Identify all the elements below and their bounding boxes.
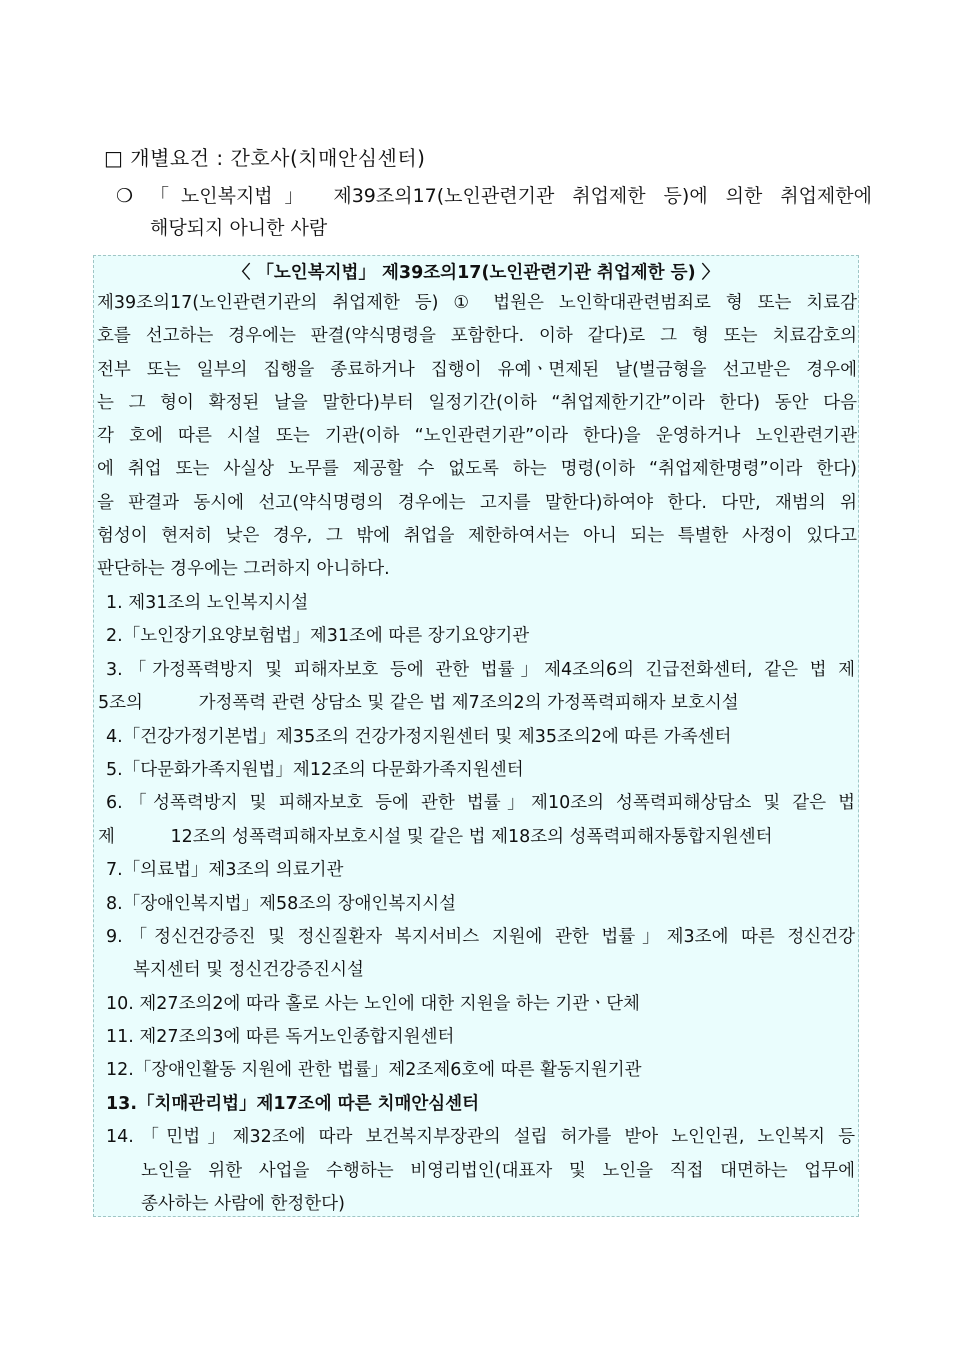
list-item: 14.「민법」제32조에 따라 보건복지부장관의 설립 허가를 받아 노인인권, 노인복지 등 노인을 위한 사업을 수행하는 비영리법인(대표자 및 노인을 직접 대면하는 업무에 종사하는 사람에 한정한다): [106, 1127, 855, 1215]
paragraph-line: 전부 또는 일부의 집행을 종료하거나 집행이 유예ㆍ면제된 날(벌금형을 선고받은 경우에: [97, 359, 857, 380]
list-item: 8.「장애인복지법」제58조의 장애인복지시설: [106, 893, 457, 914]
section-heading: [104, 143, 425, 173]
heading-text: 개별요건 : 간호사(치매안심센터): [130, 146, 426, 170]
list-item-highlighted: 13.「치매관리법」제17조에 따른 치매안심센터: [106, 1093, 480, 1114]
checkbox-square-icon: □: [104, 146, 124, 170]
list-item: 5.「다문화가족지원법」제12조의 다문화가족지원센터: [106, 759, 524, 780]
list-item: 1. 제31조의 노인복지시설: [106, 593, 309, 613]
paragraph-line: 는 그 형이 확정된 날을 말한다)부터 일정기간(이하 “취업제한기간”이라 한다) 동안 다음: [97, 392, 857, 413]
requirement-bullet: [116, 180, 872, 244]
list-item: 7.「의료법」제3조의 의료기관: [106, 860, 344, 881]
paragraph-line: 을 판결과 동시에 선고(약식명령의 경우에는 고지를 말한다)하여야 한다. 다만, 재범의 위: [97, 492, 857, 513]
list-item: 6.「성폭력방지 및 피해자보호 등에 관한 법률」제10조의 성폭력피해상담소 및 같은 법 제 12조의 성폭력피해자보호시설 및 같은 법 제18조의 성폭력피해자통합지원센터: [98, 793, 855, 847]
circle-bullet-icon: ❍: [116, 185, 134, 207]
list-item: 10. 제27조의2에 따라 홀로 사는 노인에 대한 지원을 하는 기관ㆍ단체: [106, 993, 640, 1014]
paragraph-line: 제39조의17(노인관련기관의 취업제한 등) ① 법원은 노인학대관련범죄로 형 또는 치료감: [97, 293, 857, 313]
paragraph-line: 호를 선고하는 경우에는 판결(약식명령을 포함한다. 이하 같다)로 그 형 또는 치료감호의: [97, 326, 857, 347]
facility-list: [94, 587, 858, 1221]
paragraph-line: 에 취업 또는 사실상 노무를 제공할 수 없도록 하는 명령(이하 “취업제한명령”이라 한다): [97, 459, 857, 480]
list-item: 11. 제27조의3에 따른 독거노인종합지원센터: [106, 1027, 455, 1048]
list-item: 4.「건강가정기본법」제35조의 건강가정지원센터 및 제35조의2에 따른 가족센터: [106, 726, 732, 747]
law-paragraph: [97, 287, 857, 587]
list-item: 12.「장애인활동 지원에 관한 법률」제2조제6호에 따른 활동지원기관: [106, 1060, 642, 1081]
bullet-line-1: 「노인복지법」 제39조의17(노인관련기관 취업제한 등)에 의한 취업제한에: [150, 185, 872, 207]
paragraph-line: 각 호에 따른 시설 또는 기관(이하 “노인관련기관”이라 한다)을 운영하거나 노인관련기관: [97, 426, 857, 447]
paragraph-line: 험성이 현저히 낮은 경우, 그 밖에 취업을 제한하여서는 아니 되는 특별한 사정이 있다고: [97, 526, 857, 547]
bullet-line-2: 해당되지 아니한 사람: [150, 217, 328, 239]
law-excerpt-title: 〈 「노인복지법」 제39조의17(노인관련기관 취업제한 등) 〉: [232, 263, 720, 283]
law-excerpt-box: [93, 255, 859, 1217]
list-item: 2.「노인장기요양보험법」제31조에 따른 장기요양기관: [106, 626, 530, 647]
list-item: 9.「정신건강증진 및 정신질환자 복지서비스 지원에 관한 법률」제3조에 따른 정신건강 복지센터 및 정신건강증진시설: [106, 926, 855, 981]
list-item: 3.「가정폭력방지 및 피해자보호 등에 관한 법률」제4조의6의 긴급전화센터, 같은 법 제 5조의 가정폭력 관련 상담소 및 같은 법 제7조의2의 가정폭력피해자 보호시설: [98, 659, 855, 714]
paragraph-line: 판단하는 경우에는 그러하지 아니하다.: [97, 559, 390, 580]
